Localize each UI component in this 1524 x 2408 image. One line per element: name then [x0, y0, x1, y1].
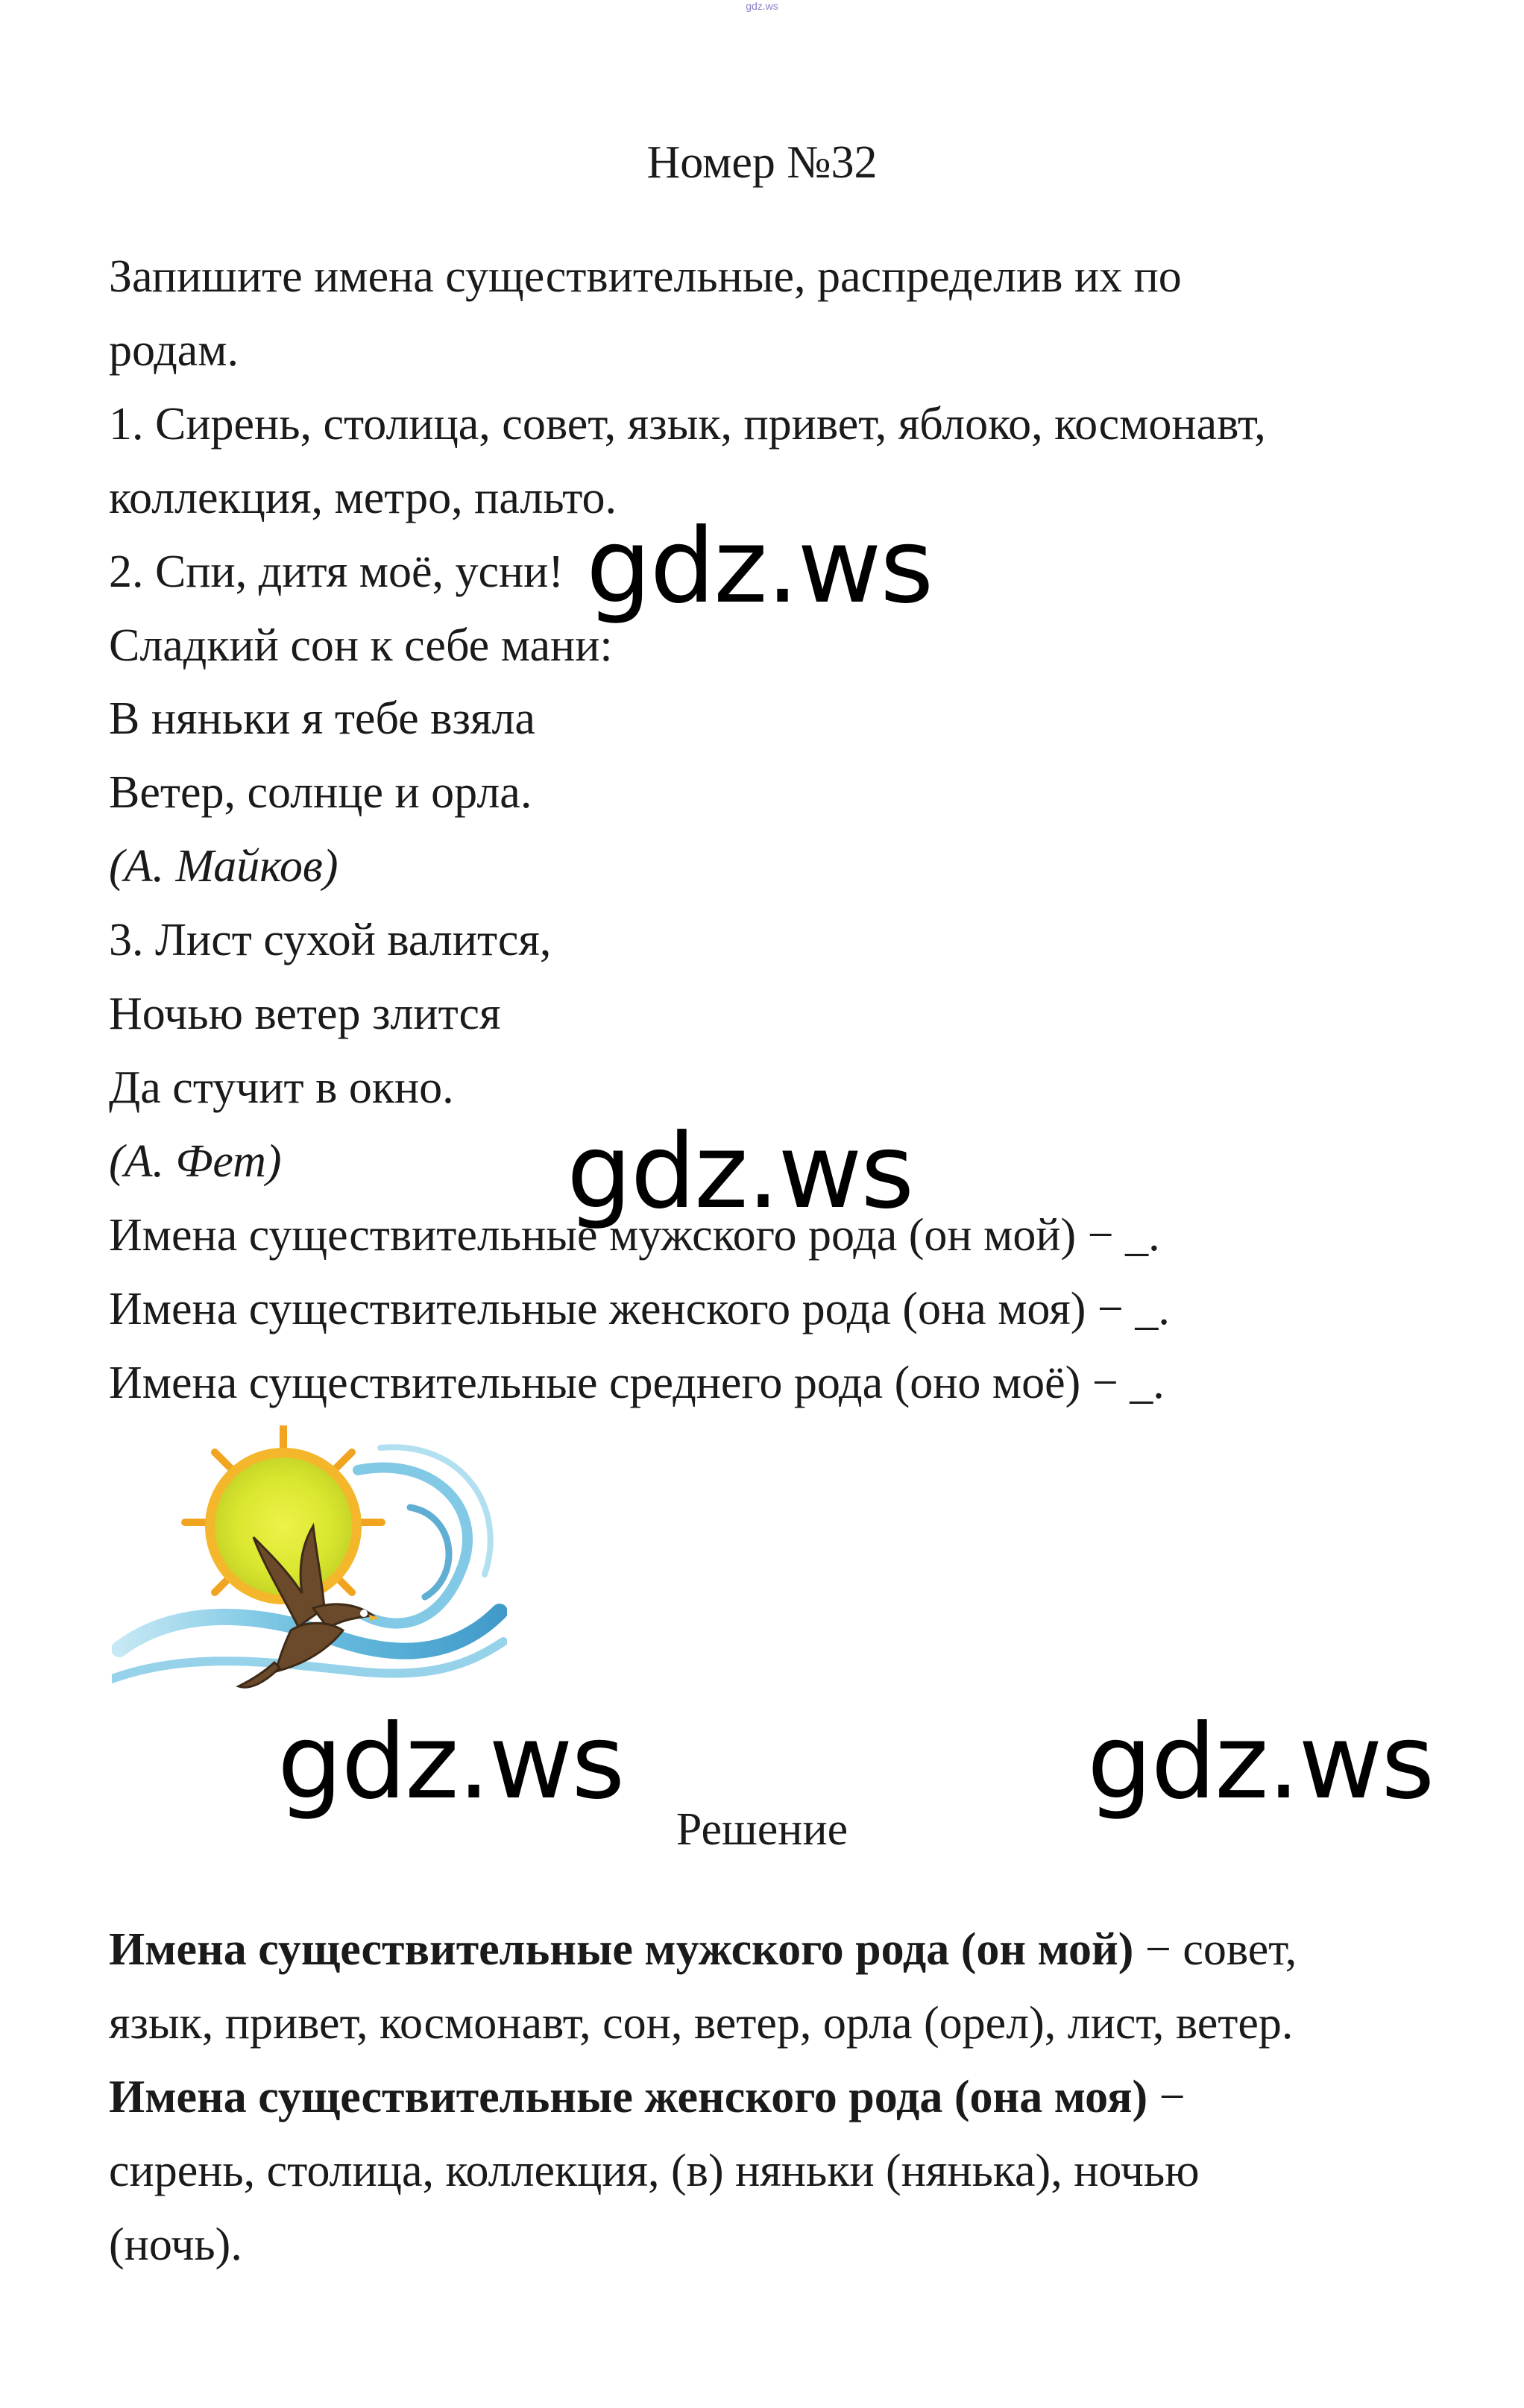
watermark: gdz.ws [567, 1112, 913, 1232]
poem1-line-2: Сладкий сон к себе мани: [109, 620, 613, 671]
watermark: gdz.ws [1087, 1702, 1434, 1822]
instruction-line-1: Запишите имена существительные, распределив их по [109, 251, 1182, 302]
solution-masculine-line-1 [109, 1913, 1421, 1987]
solution-feminine-line-1 [109, 2061, 1421, 2134]
solution-heading: Решение [676, 1804, 848, 1855]
solution-masculine-label: Имена существительные мужского рода (он мой) [109, 1924, 1134, 1975]
item1-line-1: 1. Сирень, столица, совет, язык, привет, яблоко, космонавт, [109, 398, 1266, 450]
solution-feminine-line-3: (ночь). [109, 2219, 242, 2270]
feminine-prompt: Имена существительные женского рода (она моя) − _. [109, 1283, 1170, 1334]
solution-feminine-label: Имена существительные женского рода (она моя) [109, 2071, 1148, 2122]
item1-line-2: коллекция, метро, пальто. [109, 472, 617, 523]
solution-feminine-text: − [1147, 2071, 1185, 2122]
poem1-author: (А. Майков) [109, 841, 339, 892]
poem2-line-2: Ночью ветер злится [109, 989, 501, 1040]
poem1-line-3: В няньки я тебе взяла [109, 693, 535, 745]
watermark: gdz.ws [277, 1702, 624, 1822]
solution-masculine-line-2: язык, привет, космонавт, сон, ветер, орла (орел), лист, ветер. [109, 1997, 1294, 2049]
poem2-line-1: 3. Лист сухой валится, [109, 915, 552, 966]
poem1-line-4: Ветер, солнце и орла. [109, 767, 532, 819]
solution-masculine-text: − совет, [1133, 1924, 1297, 1975]
solution-text [109, 1913, 1421, 2282]
solution-feminine-line-2: сирень, столица, коллекция, (в) няньки (нянька), ночью [109, 2145, 1200, 2196]
page-title: Номер №32 [646, 137, 878, 188]
sun-and-eagle-illustration [112, 1425, 507, 1724]
masculine-prompt: Имена существительные мужского рода (он мой) − _. [109, 1209, 1160, 1261]
poem2-author: (А. Фет) [109, 1135, 282, 1187]
poem1-line-1: 2. Спи, дитя моё, усни! [109, 546, 564, 597]
site-mark: gdz.ws [746, 0, 778, 12]
poem2-line-3: Да стучит в окно. [109, 1062, 454, 1113]
neuter-prompt: Имена существительные среднего рода (оно моё) − _. [109, 1357, 1165, 1408]
watermark: gdz.ws [586, 506, 933, 626]
instruction-line-2: родам. [109, 324, 239, 376]
task-text [109, 240, 1421, 1420]
